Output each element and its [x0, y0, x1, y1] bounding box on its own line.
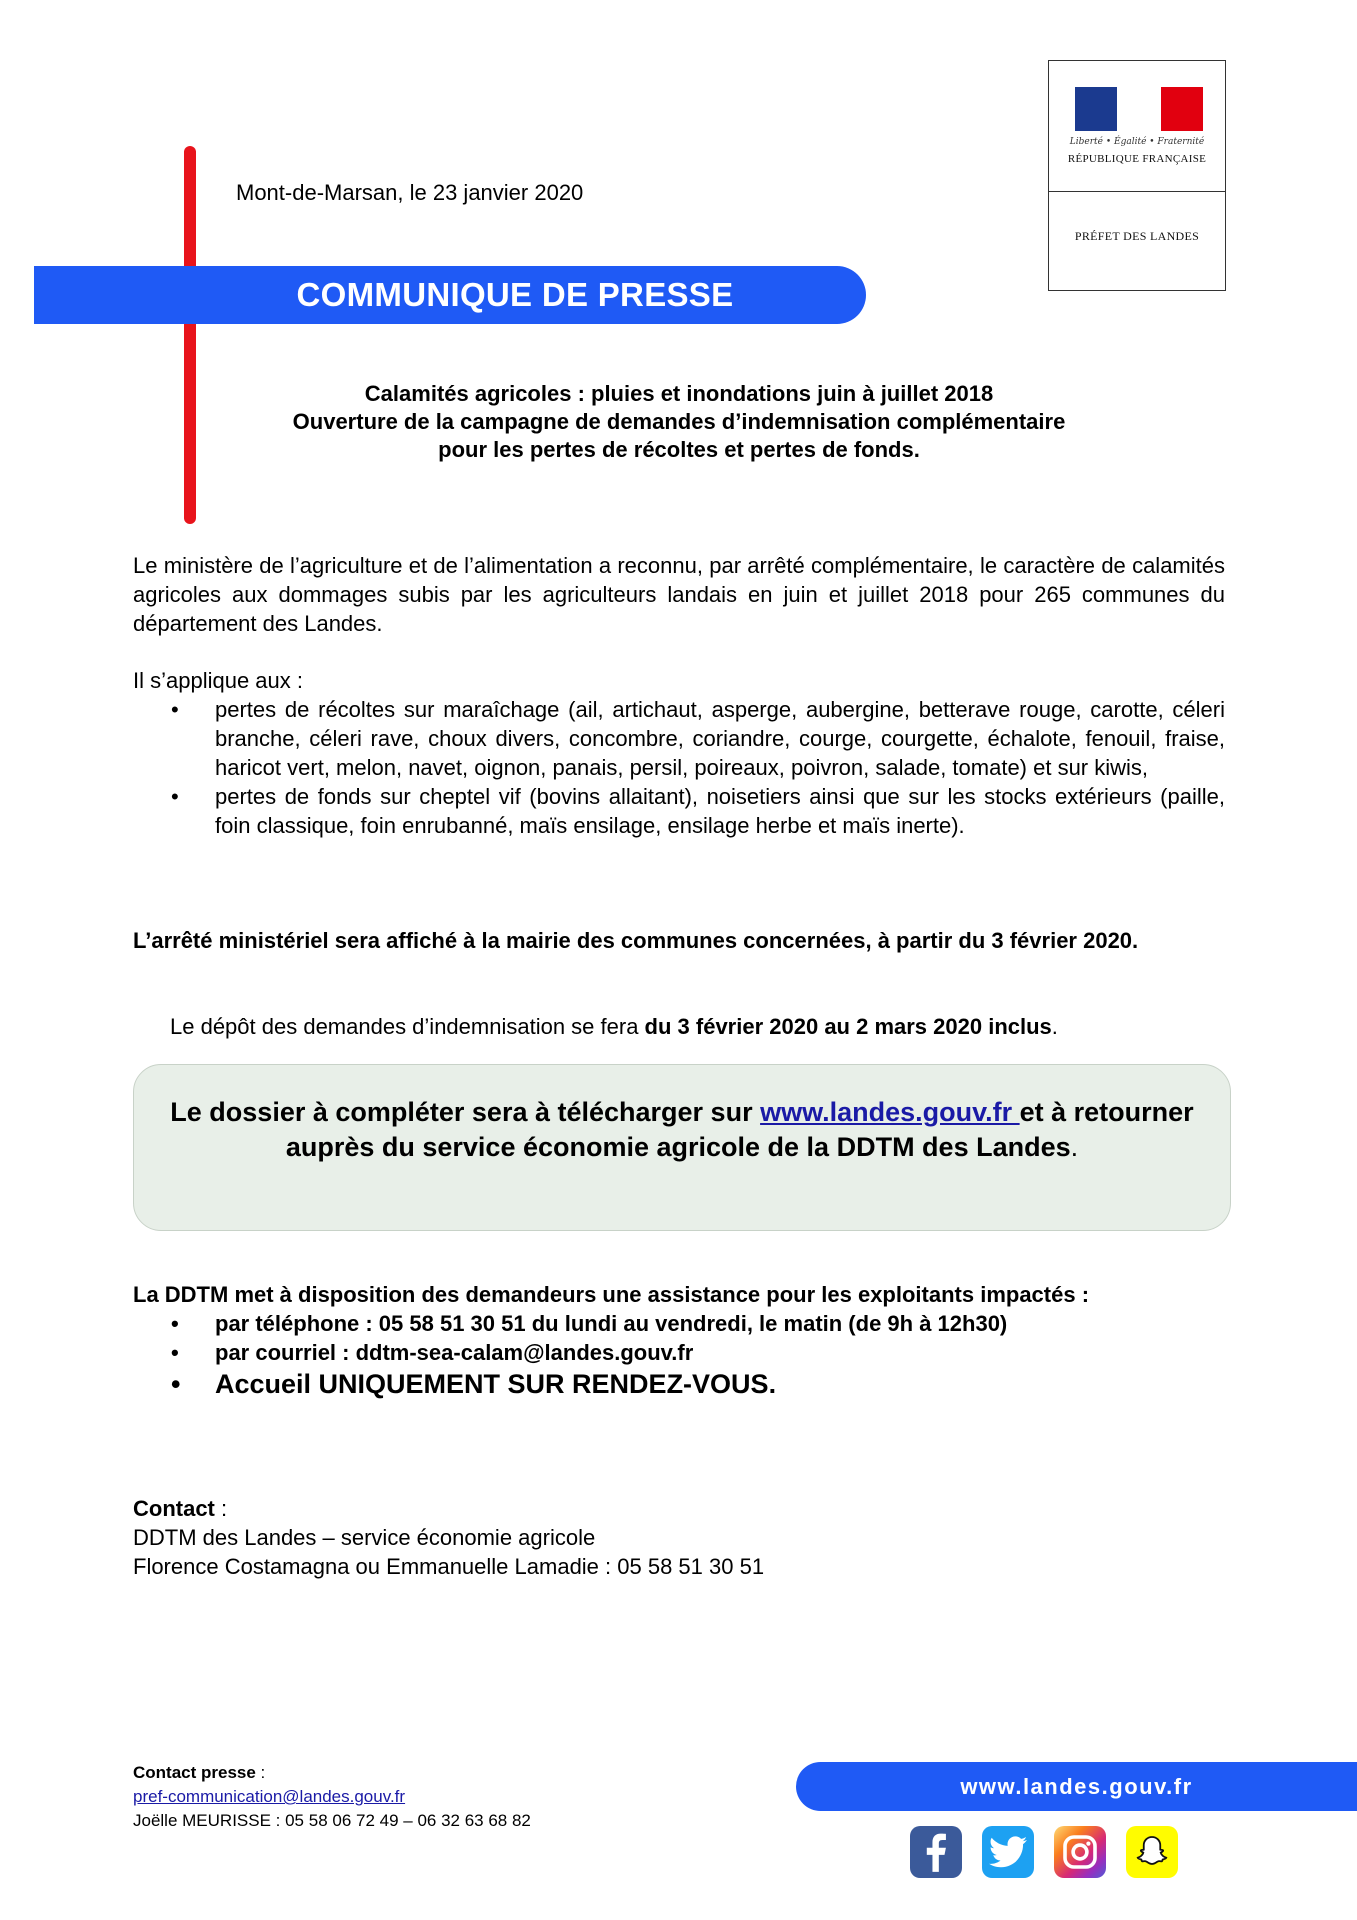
press-contact: Contact presse : pref-communication@landes.gouv.fr Joëlle MEURISSE : 05 58 06 72 49 – 06 32 63 68 82 — [133, 1761, 531, 1833]
assistance-lead: La DDTM met à disposition des demandeurs une assistance pour les exploitants impactés : — [133, 1282, 1090, 1307]
republic-motto: Liberté • Égalité • Fraternité — [1069, 137, 1205, 147]
depot-dates: du 3 février 2020 au 2 mars 2020 inclus — [644, 1014, 1052, 1039]
marianne-logo — [1048, 60, 1226, 291]
prefecture-name: PRÉFET DES LANDES — [1074, 229, 1200, 243]
contact-service: DDTM des Landes – service économie agricole — [133, 1525, 596, 1550]
instagram-icon[interactable] — [1054, 1826, 1106, 1878]
arrete-paragraph: L’arrêté ministériel sera affiché à la mairie des communes concernées, à partir du 3 février 2020. — [133, 928, 1139, 953]
applies-lead: Il s’applique aux : — [133, 668, 303, 693]
bullet-icon: • — [171, 697, 179, 722]
title-line-2: Ouverture de la campagne de demandes d’indemnisation complémentaire — [292, 409, 1066, 434]
footer-website-banner[interactable] — [796, 1762, 1357, 1811]
bullet-icon: • — [171, 1340, 179, 1365]
applies-list — [133, 695, 1225, 840]
list-item: • par téléphone : 05 58 51 30 51 du lundi au vendredi, le matin (de 9h à 12h30) — [171, 1311, 1008, 1336]
list-item: • pertes de récoltes sur maraîchage (ail, artichaut, asperge, aubergine, betterave rouge, carotte, céleri branche, céleri rave, choux divers, concombre, coriandre, courge, courgette, échalote, fenouil, fraise, haricot vert, melon, navet, oignon, panais, persil, poireaux, poivron, salade, tomate) et sur kiwis, — [171, 697, 1225, 780]
bullet-icon: • — [171, 784, 179, 809]
title-line-1: Calamités agricoles : pluies et inondations juin à juillet 2018 — [364, 381, 994, 406]
landes-website-link[interactable]: www.landes.gouv.fr — [760, 1097, 1020, 1127]
dossier-text: Le dossier à compléter sera à télécharger sur www.landes.gouv.fr et à retourner auprès du service économie agricole de la DDTM des Landes. — [170, 1097, 1194, 1162]
contact-section: Contact : DDTM des Landes – service économie agricole Florence Costamagna ou Emmanuelle Lamadie : 05 58 51 30 51 — [133, 1496, 765, 1579]
snapchat-icon[interactable] — [1126, 1826, 1178, 1878]
press-phone: Joëlle MEURISSE : 05 58 06 72 49 – 06 32 63 68 82 — [133, 1811, 531, 1830]
intro-paragraph: Le ministère de l’agriculture et de l’alimentation a reconnu, par arrêté complémentaire, le caractère de calamités agricoles aux dommages subis par les agriculteurs landais en juin et juillet 2018 pour 265 communes du département des Landes. — [133, 553, 1225, 636]
banner-label: COMMUNIQUE DE PRESSE — [296, 276, 734, 313]
list-item: • pertes de fonds sur cheptel vif (bovins allaitant), noisetiers ainsi que sur les stocks extérieurs (paille, foin classique, foin enrubanné, maïs ensilage, ensilage herbe et maïs inerte). — [171, 784, 1225, 838]
depot-paragraph: Le dépôt des demandes d’indemnisation se fera du 3 février 2020 au 2 mars 2020 inclus. — [170, 1014, 1058, 1039]
list-item: • Accueil UNIQUEMENT SUR RENDEZ-VOUS. — [133, 1367, 1233, 1402]
list-item: • par courriel : ddtm-sea-calam@landes.gouv.fr — [171, 1340, 694, 1365]
contact-names: Florence Costamagna ou Emmanuelle Lamadie : 05 58 51 30 51 — [133, 1554, 765, 1579]
press-contact-label: Contact presse — [133, 1763, 256, 1782]
social-icons — [910, 1826, 1178, 1878]
bullet-icon: • — [171, 1311, 179, 1336]
document-date: Mont-de-Marsan, le 23 janvier 2020 — [236, 180, 584, 205]
press-email-link[interactable]: pref-communication@landes.gouv.fr — [133, 1787, 406, 1806]
bullet-icon: • — [171, 1369, 181, 1399]
title-line-3: pour les pertes de récoltes et pertes de fonds. — [438, 437, 920, 462]
red-accent-bar — [184, 146, 196, 524]
republic-name: RÉPUBLIQUE FRANÇAISE — [1067, 153, 1207, 165]
footer-url[interactable]: www.landes.gouv.fr — [960, 1773, 1193, 1799]
contact-label: Contact — [133, 1496, 215, 1521]
press-release-banner — [34, 266, 866, 324]
document-title — [140, 380, 1218, 464]
facebook-icon[interactable] — [910, 1826, 962, 1878]
twitter-icon[interactable] — [982, 1826, 1034, 1878]
assistance-section — [133, 1280, 1233, 1402]
dossier-box — [133, 1064, 1231, 1231]
french-flag-icon — [1075, 87, 1203, 131]
